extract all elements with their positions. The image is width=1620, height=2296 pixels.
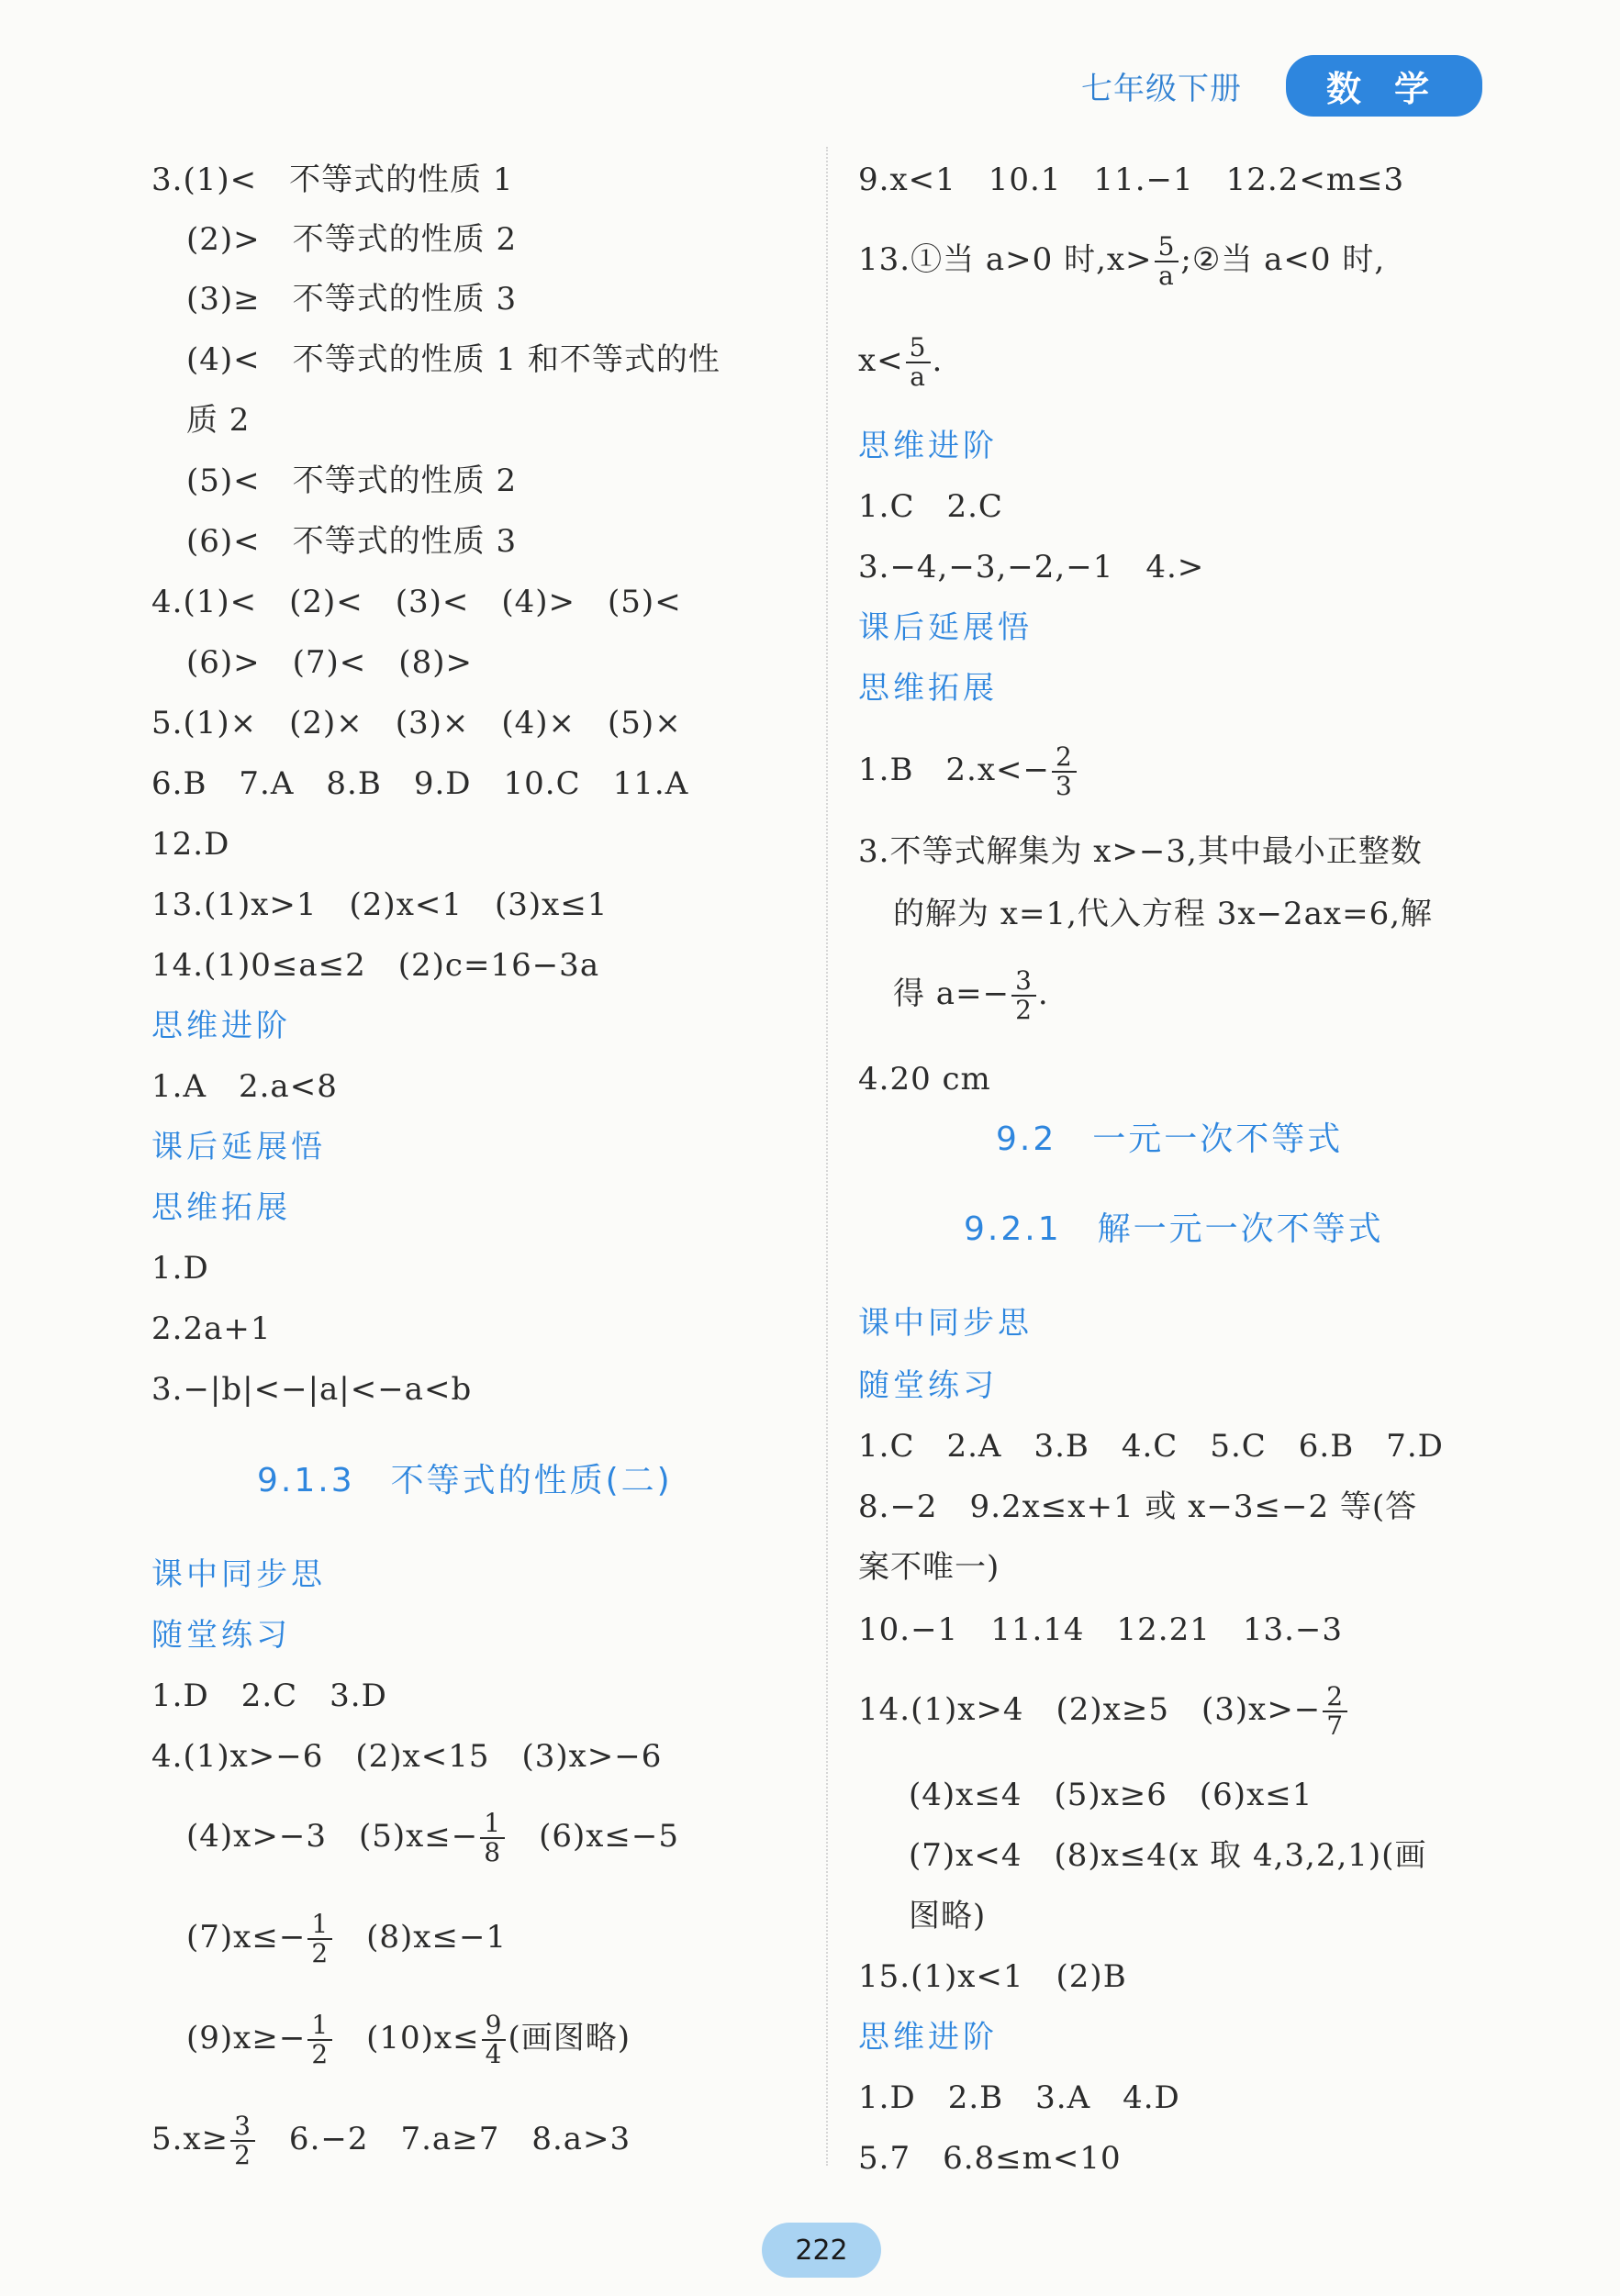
subsection-title: 9.2.1 解一元一次不等式 — [964, 1210, 1384, 1248]
section-heading: 思维进阶 — [858, 428, 998, 464]
answer-line: (6)< 不等式的性质 3 — [186, 523, 518, 560]
fraction: $\frac{2}{3}$ — [1052, 743, 1077, 800]
answer-line: (5)< 不等式的性质 2 — [186, 463, 518, 499]
answer-line: 1.D 2.B 3.A 4.D — [858, 2079, 1180, 2116]
answer-line: 图略) — [909, 1898, 987, 1934]
fraction: $\frac{5}{a}$ — [1155, 233, 1179, 290]
fraction: $\frac{2}{7}$ — [1323, 1683, 1347, 1740]
answer-line: 案不唯一) — [858, 1549, 1000, 1586]
section-heading: 课中同步思 — [858, 1305, 1033, 1342]
answer-line: 5.x≥ $\frac{3}{2}$ 6.−2 7.a≥7 8.a>3 — [151, 2111, 631, 2170]
page-header — [1081, 55, 1482, 117]
column-divider — [826, 147, 828, 2166]
page-number: 222 — [762, 2223, 881, 2278]
answer-line: 6.B 7.A 8.B 9.D 10.C 11.A — [151, 765, 689, 802]
answer-line: 13.①当 a>0 时,x> $\frac{5}{a}$ ;②当 a<0 时, — [858, 231, 1386, 291]
section-heading: 随堂练习 — [151, 1617, 291, 1654]
answer-line: 13.(1)x>1 (2)x<1 (3)x≤1 — [151, 886, 609, 923]
answer-line: (7)x<4 (8)x≤4(x 取 4,3,2,1)(画 — [909, 1837, 1427, 1874]
subsection-title: 9.2 一元一次不等式 — [996, 1120, 1344, 1158]
fraction: $\frac{1}{2}$ — [307, 2012, 332, 2068]
answer-line: 12.D — [151, 826, 230, 863]
answer-line: x< $\frac{5}{a}$ . — [858, 332, 944, 392]
answer-line: (4)x≤4 (5)x≥6 (6)x≤1 — [909, 1777, 1313, 1813]
section-heading: 思维进阶 — [858, 2019, 998, 2056]
answer-line: 8.−2 9.2x≤x+1 或 x−3≤−2 等(答 — [858, 1488, 1418, 1525]
fraction: $\frac{3}{2}$ — [1011, 967, 1036, 1024]
fraction: $\frac{5}{a}$ — [906, 334, 931, 391]
answer-line: 1.C 2.A 3.B 4.C 5.C 6.B 7.D — [858, 1428, 1444, 1465]
fraction: $\frac{1}{2}$ — [307, 1911, 332, 1967]
answer-line: 3.(1)< 不等式的性质 1 — [151, 162, 514, 198]
answer-line: 得 a=− $\frac{3}{2}$ . — [893, 965, 1049, 1025]
answer-line: (3)≥ 不等式的性质 3 — [186, 281, 518, 318]
answer-line: 1.D — [151, 1250, 209, 1287]
answer-line: 5.7 6.8≤m<10 — [858, 2140, 1122, 2177]
section-heading: 思维进阶 — [151, 1008, 291, 1044]
answer-line: 3.−|b|<−|a|<−a<b — [151, 1371, 473, 1408]
answer-line: 5.(1)× (2)× (3)× (4)× (5)× — [151, 705, 682, 741]
answer-line: 的解为 x=1,代入方程 3x−2ax=6,解 — [893, 896, 1434, 932]
answer-line: (6)> (7)< (8)> — [186, 644, 473, 681]
answer-line: 10.−1 11.14 12.21 13.−3 — [858, 1611, 1344, 1648]
section-heading: 思维拓展 — [858, 670, 998, 707]
answer-line: 3.−4,−3,−2,−1 4.> — [858, 549, 1205, 585]
answer-line: 14.(1)x>4 (2)x≥5 (3)x>− $\frac{2}{7}$ — [858, 1683, 1349, 1740]
section-heading: 课中同步思 — [151, 1556, 326, 1593]
answer-line: 4.20 cm — [858, 1061, 991, 1098]
answer-line: (4)< 不等式的性质 1 和不等式的性 — [186, 341, 721, 378]
answer-line: 1.A 2.a<8 — [151, 1068, 338, 1105]
answer-line: 1.C 2.C — [858, 488, 1003, 525]
answer-line: 4.(1)x>−6 (2)x<15 (3)x>−6 — [151, 1738, 663, 1775]
answer-line: 14.(1)0≤a≤2 (2)c=16−3a — [151, 947, 600, 984]
answer-line: 4.(1)< (2)< (3)< (4)> (5)< — [151, 584, 682, 620]
answer-line: (4)x>−3 (5)x≤− $\frac{1}{8}$ (6)x≤−5 — [186, 1808, 680, 1867]
fraction: $\frac{3}{2}$ — [230, 2112, 255, 2169]
answer-line: 15.(1)x<1 (2)B — [858, 1958, 1127, 1995]
section-heading: 随堂练习 — [858, 1367, 998, 1404]
section-heading: 课后延展悟 — [151, 1129, 326, 1165]
grade-label: 七年级下册 — [1081, 71, 1242, 107]
answer-line: (7)x≤− $\frac{1}{2}$ (8)x≤−1 — [186, 1909, 508, 1968]
subject-badge: 数学 — [1286, 55, 1482, 117]
answer-line: 9.x<1 10.1 11.−1 12.2<m≤3 — [858, 162, 1405, 198]
fraction: $\frac{1}{8}$ — [480, 1810, 505, 1867]
answer-line: 1.B 2.x<− $\frac{2}{3}$ — [858, 743, 1078, 800]
answer-line: 1.D 2.C 3.D — [151, 1677, 387, 1714]
answer-line: (2)> 不等式的性质 2 — [186, 221, 518, 258]
subsection-title: 9.1.3 不等式的性质(二) — [257, 1462, 673, 1499]
answer-line: 质 2 — [186, 402, 251, 439]
answer-line: 2.2a+1 — [151, 1310, 272, 1347]
fraction: $\frac{9}{4}$ — [482, 2012, 507, 2068]
section-heading: 思维拓展 — [151, 1189, 291, 1226]
answer-line: (9)x≥− $\frac{1}{2}$ (10)x≤ $\frac{9}{4}$ (画图略) — [186, 2010, 631, 2069]
section-heading: 课后延展悟 — [858, 609, 1033, 646]
answer-line: 3.不等式解集为 x>−3,其中最小正整数 — [858, 833, 1423, 870]
